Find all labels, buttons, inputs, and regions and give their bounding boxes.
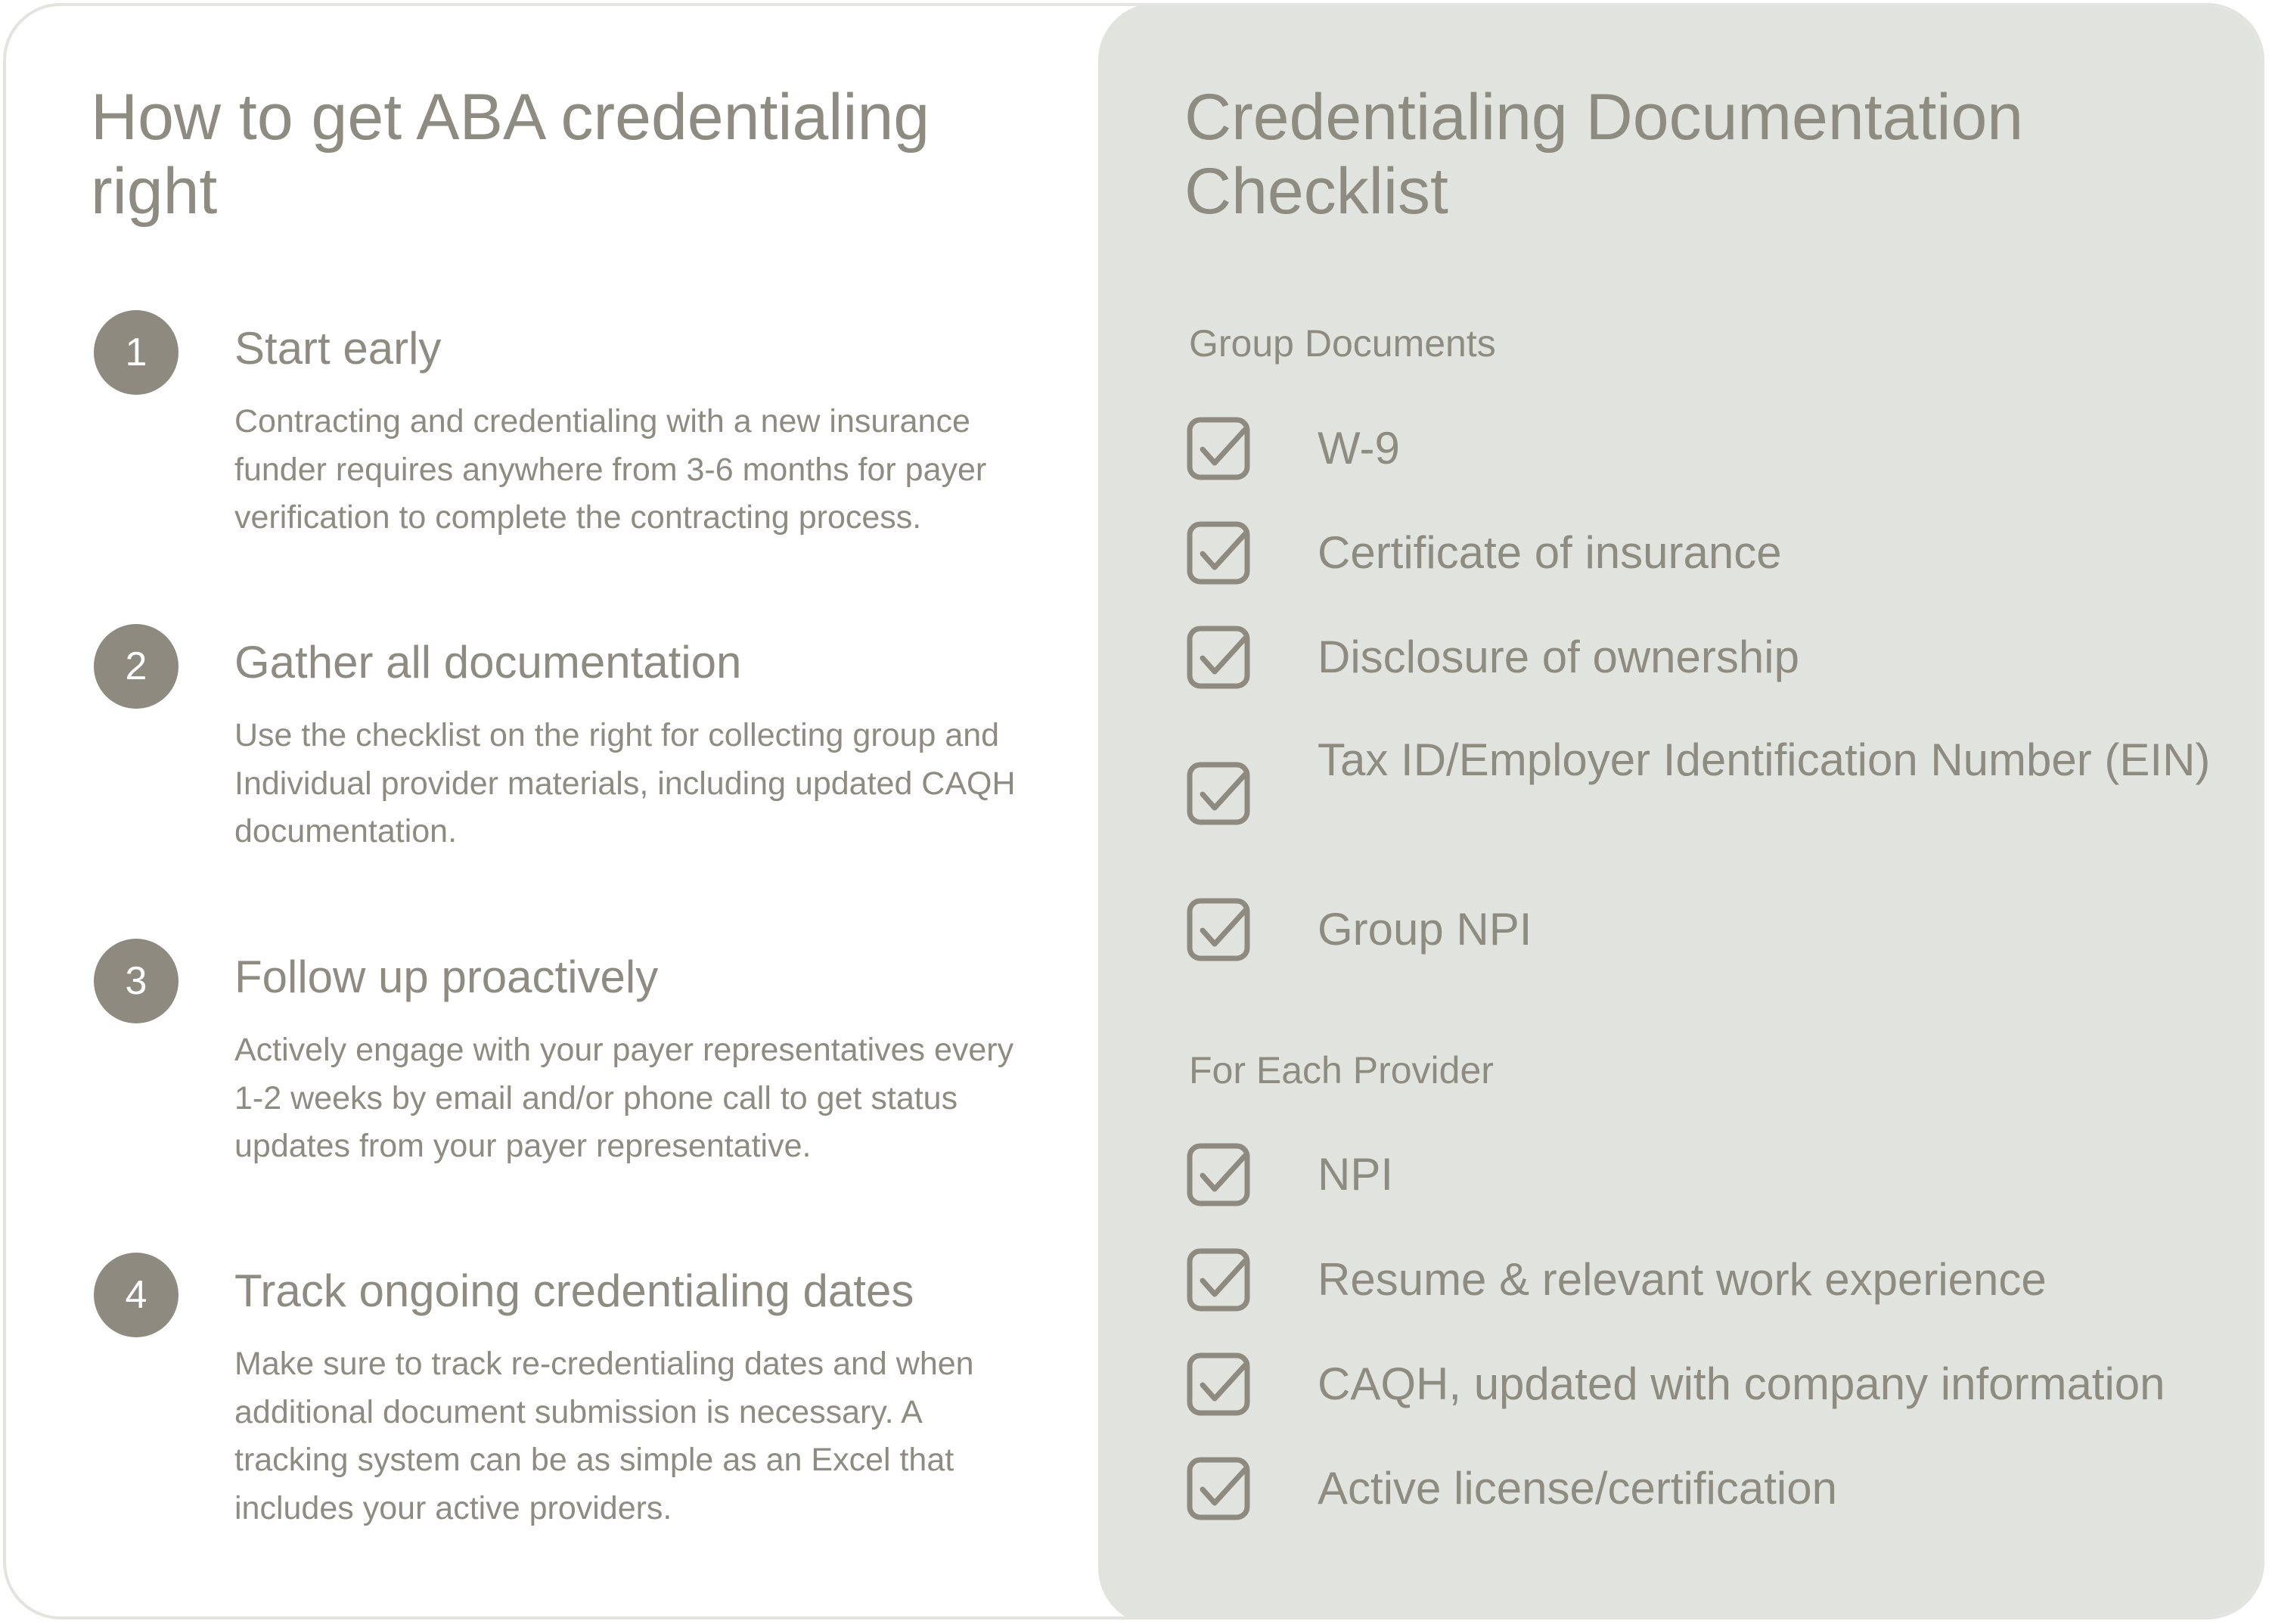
step-description: Contracting and credentialing with a new insurance funder requires anywhere from 3-6 months for payer verification to complete the contracting process. — [234, 403, 987, 536]
step-description: Make sure to track re-credentialing dates and when additional document submission is necessary. A tracking system can be as simple as an Excel that includes your active providers. — [234, 1346, 974, 1526]
group-documents-heading: Group Documents — [1189, 322, 1496, 365]
step-description: Use the checklist on the right for collecting group and Individual provider materials, including updated CAQH documentation. — [234, 717, 1016, 849]
credentialing-card — [3, 3, 2264, 1619]
checklist-item-label: Disclosure of ownership — [1318, 632, 1799, 682]
checklist-item-label: Certificate of insurance — [1318, 527, 1782, 578]
checklist-title: Credentialing Documentation Checklist — [1184, 81, 2024, 228]
step-number-badge: 2 — [94, 624, 178, 709]
step-title: Follow up proactively — [234, 952, 659, 1002]
checklist-item-label: Group NPI — [1318, 904, 1532, 955]
checkbox-checked-icon — [1186, 416, 1251, 481]
checkbox-checked-icon — [1186, 520, 1251, 585]
step-number-badge: 3 — [94, 939, 178, 1023]
step-number-badge: 4 — [94, 1253, 178, 1337]
checkbox-checked-icon — [1186, 897, 1251, 962]
step-title: Track ongoing credentialing dates — [234, 1265, 914, 1316]
checklist-item-label: Resume & relevant work experience — [1318, 1254, 2047, 1305]
checklist-item-label: CAQH, updated with company information — [1318, 1359, 2165, 1409]
checkbox-checked-icon — [1186, 625, 1251, 690]
step-number-badge: 1 — [94, 310, 178, 395]
checklist-item-label: Active license/certification — [1318, 1463, 1837, 1514]
checkbox-checked-icon — [1186, 1456, 1251, 1521]
guide-title: How to get ABA credentialing right — [91, 81, 930, 228]
checkbox-checked-icon — [1186, 761, 1251, 826]
step-title: Gather all documentation — [234, 637, 742, 688]
checklist-item-label: NPI — [1318, 1149, 1394, 1200]
checkbox-checked-icon — [1186, 1142, 1251, 1207]
step-description: Actively engage with your payer representatives every 1-2 weeks by email and/or phone call to get status updates from your payer representative. — [234, 1032, 1014, 1164]
provider-documents-heading: For Each Provider — [1189, 1049, 1494, 1091]
checklist-item-label: Tax ID/Employer Identification Number (EIN) — [1318, 734, 2211, 785]
checkbox-checked-icon — [1186, 1247, 1251, 1312]
checklist-item-label: W-9 — [1318, 423, 1400, 474]
step-title: Start early — [234, 323, 442, 374]
checkbox-checked-icon — [1186, 1352, 1251, 1417]
